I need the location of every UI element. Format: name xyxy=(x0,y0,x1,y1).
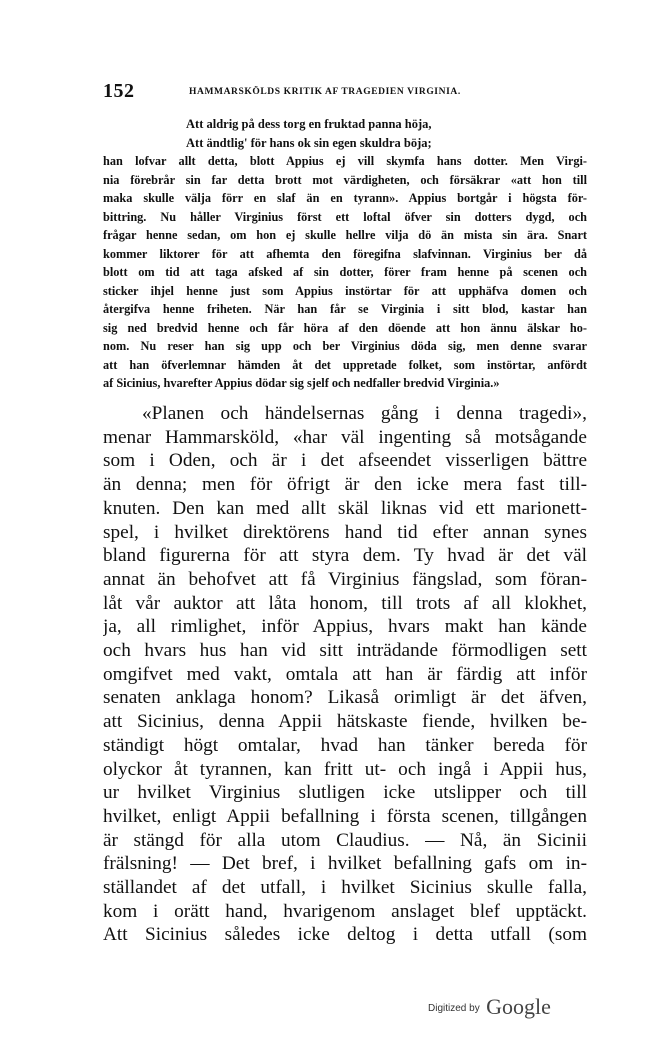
text-line: omgifvet med vakt, omtala att han är färdig att inför xyxy=(103,663,587,685)
text-line: låt vår auktor att låta honom, till trots af all klokhet, xyxy=(103,592,587,614)
summary-paragraph xyxy=(103,152,587,393)
text-line: sticker ihjel henne just som Appius instörtar för att upphäfva domen och xyxy=(103,283,587,298)
text-line: och hvars hus han vid sitt inträdande förmodligen sett xyxy=(103,640,587,662)
text-line: bittring. Nu håller Virginius först ett loftal öfver sin dotters dygd, och xyxy=(103,209,587,224)
watermark-prefix: Digitized by xyxy=(428,1003,480,1014)
text-line: nom. Nu reser han sig upp och ber Virginius döda sig, men denne svarar xyxy=(103,339,587,353)
text-line: att han öfverlemnar hämden åt det uppretade folket, som instörtar, anfördt xyxy=(103,357,587,372)
text-line: annat än behofvet att få Virginius fängslad, som föran- xyxy=(103,568,587,590)
google-logo: Google xyxy=(486,994,551,1019)
text-line: han lofvar allt detta, blott Appius ej vill skymfa hans dotter. Men Virgi- xyxy=(103,154,587,168)
text-line: senaten anklaga honom? Likaså orimligt är det äfven, xyxy=(103,687,587,709)
text-line: ställandet af det utfall, i hvilket Sicinius skulle falla, xyxy=(103,877,587,899)
text-line: kommer liktorer för att afhemta den föregifna slafvinnan. Virginius ber då xyxy=(103,246,587,261)
verse-quote xyxy=(186,115,432,153)
page-header xyxy=(103,80,587,102)
text-line: ständigt högt omtalar, hvad han tänker bereda för xyxy=(103,734,587,756)
text-line: «Planen och händelsernas gång i denna tragedi», xyxy=(142,403,587,424)
text-line: är stängd för alla utom Claudius. — Nå, än Sicinii xyxy=(103,829,587,851)
text-line: hvilket, enligt Appii befallning i första scenen, tillgången xyxy=(103,805,587,827)
text-line: Att Sicinius således icke deltog i detta utfall (som xyxy=(103,924,587,946)
text-line: som i Oden, och är i det afseendet visserligen bättre xyxy=(103,450,587,472)
text-line: af Sicinius, hvarefter Appius dödar sig sjelf och nedfaller bredvid Virginia.» xyxy=(103,376,500,390)
main-paragraph xyxy=(103,402,587,947)
text-line: sig ned bredvid henne och får höra af den döende att hon ännu älskar ho- xyxy=(103,320,587,335)
text-line: bland figurerna för att styra dem. Ty hvad är det väl xyxy=(103,545,587,567)
text-line: blott om tid att taga afsked af sin dotter, förer fram henne på scenen och xyxy=(103,265,587,279)
running-head: HAMMARSKÖLDS KRITIK AF TRAGEDIEN VIRGINIA. xyxy=(189,87,461,97)
digitized-watermark xyxy=(428,994,551,1020)
text-line: att Sicinius, denna Appii hätskaste fiende, hvilken be- xyxy=(103,711,587,733)
text-line: kom i orätt hand, hvarigenom anslaget blef upptäckt. xyxy=(103,900,587,922)
text-line: nia förebrår sin far detta brott mot värdigheten, och försäkrar «att hon till xyxy=(103,172,587,187)
text-line: knuten. Den kan med allt skäl liknas vid ett marionett- xyxy=(103,497,587,519)
page-number: 152 xyxy=(103,80,135,102)
text-line: spel, i hvilket direktörens hand tid efter annan synes xyxy=(103,521,587,543)
text-line: olyckor åt tyrannen, kan fritt ut- och ingå i Appii hus, xyxy=(103,758,587,780)
verse-line: Att aldrig på dess torg en fruktad panna höja, xyxy=(186,117,432,131)
text-line: än denna; men för öfrigt är den icke mera fast till- xyxy=(103,474,587,496)
verse-line: Att ändtlig' för hans ok sin egen skuldra böja; xyxy=(186,136,432,150)
text-line: menar Hammarsköld, «har väl ingenting så motsågande xyxy=(103,426,587,448)
text-line: maka skulle välja förr en slaf än en tyrann». Appius bortgår i högsta för- xyxy=(103,191,587,205)
text-line: återgifva henne friheten. När han får se Virginia i sitt blod, kastar han xyxy=(103,302,587,316)
text-line: frågar henne sedan, om hon ej skulle hellre vilja dö än mista sin ära. Snart xyxy=(103,228,587,242)
text-line: ur hvilket Virginius slutligen icke utslipper och till xyxy=(103,782,587,804)
text-line: frälsning! — Det bref, i hvilket befallning gafs om in- xyxy=(103,853,587,875)
text-line: ja, all rimlighet, inför Appius, hvars makt han kände xyxy=(103,616,587,638)
